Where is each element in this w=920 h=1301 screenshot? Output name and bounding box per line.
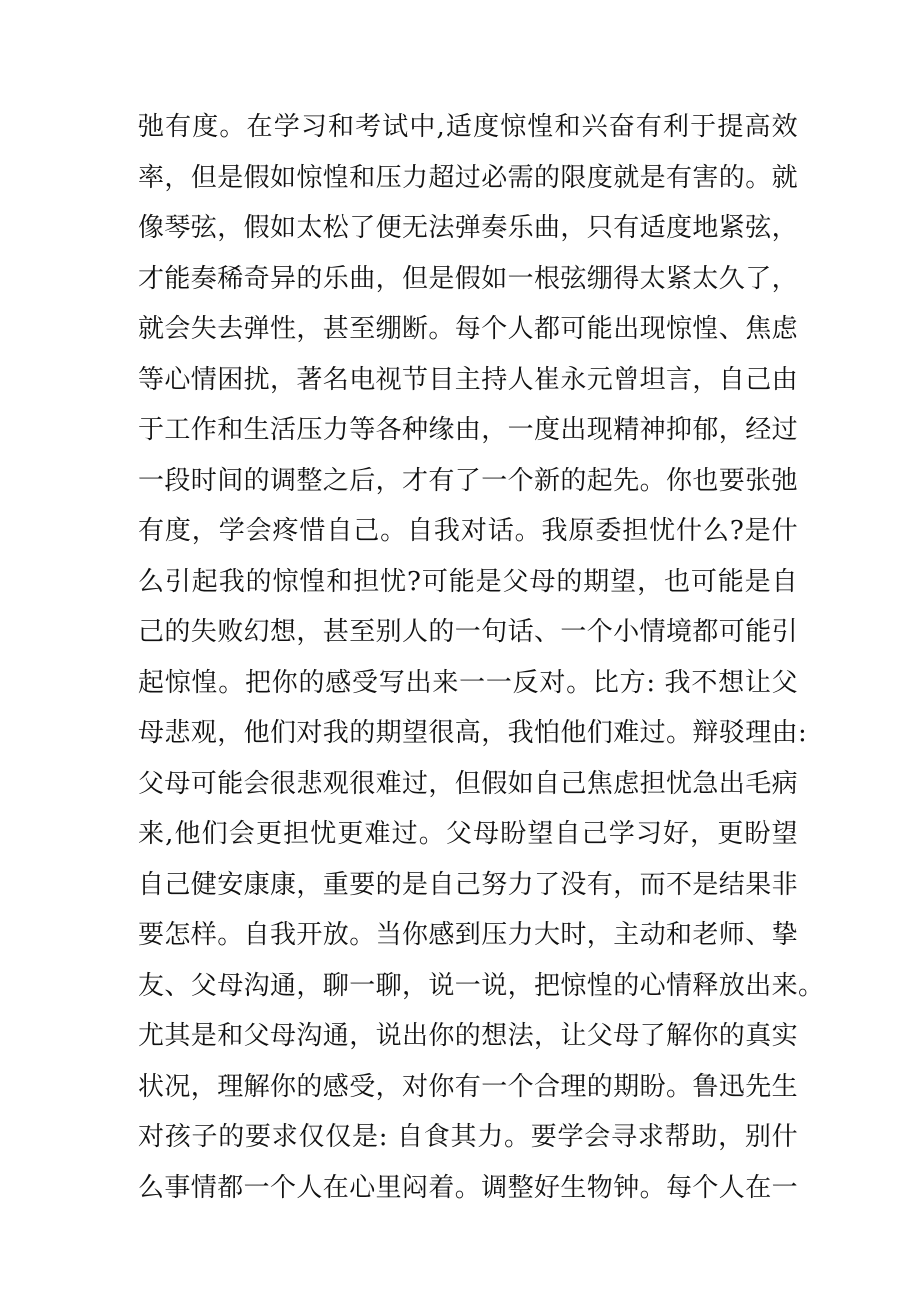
text-line-22: 么事情都一个人在心里闷着。调整好生物钟。每个人在一 [138,1172,799,1203]
text-line-16: 自己健安康康，重要的是自己努力了没有，而不是结果非 [138,869,799,900]
text-line-20: 状况，理解你的感受，对你有一个合理的期盼。鲁迅先生 [138,1071,799,1102]
text-line-18: 友、父母沟通，聊一聊，说一说，把惊惶的心情释放出来。 [138,970,825,1001]
text-line-12: 起惊惶。把你的感受写出来一一反对。比方: 我不想让父 [138,667,798,698]
text-line-4: 才能奏稀奇异的乐曲，但是假如一根弦绷得太紧太久了， [138,263,799,294]
text-line-2: 率，但是假如惊惶和压力超过必需的限度就是有害的。就 [138,162,799,193]
text-line-7: 于工作和生活压力等各种缘由，一度出现精神抑郁，经过 [138,415,799,445]
text-line-5: 就会失去弹性，甚至绷断。每个人都可能出现惊惶、焦虑 [138,314,799,344]
text-line-14: 父母可能会很悲观很难过，但假如自己焦虑担忧急出毛病 [138,768,799,799]
text-line-8: 一段时间的调整之后，才有了一个新的起先。你也要张弛 [138,465,799,496]
text-line-6: 等心情困扰，著名电视节目主持人崔永元曾坦言，自己由 [138,364,799,395]
text-line-17: 要怎样。自我开放。当你感到压力大时，主动和老师、挚 [138,920,799,950]
text-line-3: 像琴弦，假如太松了便无法弹奏乐曲，只有适度地紧弦， [138,213,799,243]
text-line-15: 来,他们会更担忧更难过。父母盼望自己学习好，更盼望 [138,819,798,849]
text-line-19: 尤其是和父母沟通，说出你的想法，让父母了解你的真实 [138,1021,799,1051]
text-line-21: 对孩子的要求仅仅是: 自食其力。要学会寻求帮助，别什 [138,1122,798,1152]
body-text [138,102,825,1213]
text-line-10: 么引起我的惊惶和担忧?可能是父母的期望，也可能是自 [138,566,798,597]
text-line-13: 母悲观，他们对我的期望很高，我怕他们难过。辩驳理由: [138,718,808,748]
text-line-9: 有度，学会疼惜自己。自我对话。我原委担忧什么?是什 [138,516,798,546]
text-line-11: 己的失败幻想，甚至别人的一句话、一个小情境都可能引 [138,617,799,647]
text-line-1: 弛有度。在学习和考试中,适度惊惶和兴奋有利于提高效 [138,112,798,142]
